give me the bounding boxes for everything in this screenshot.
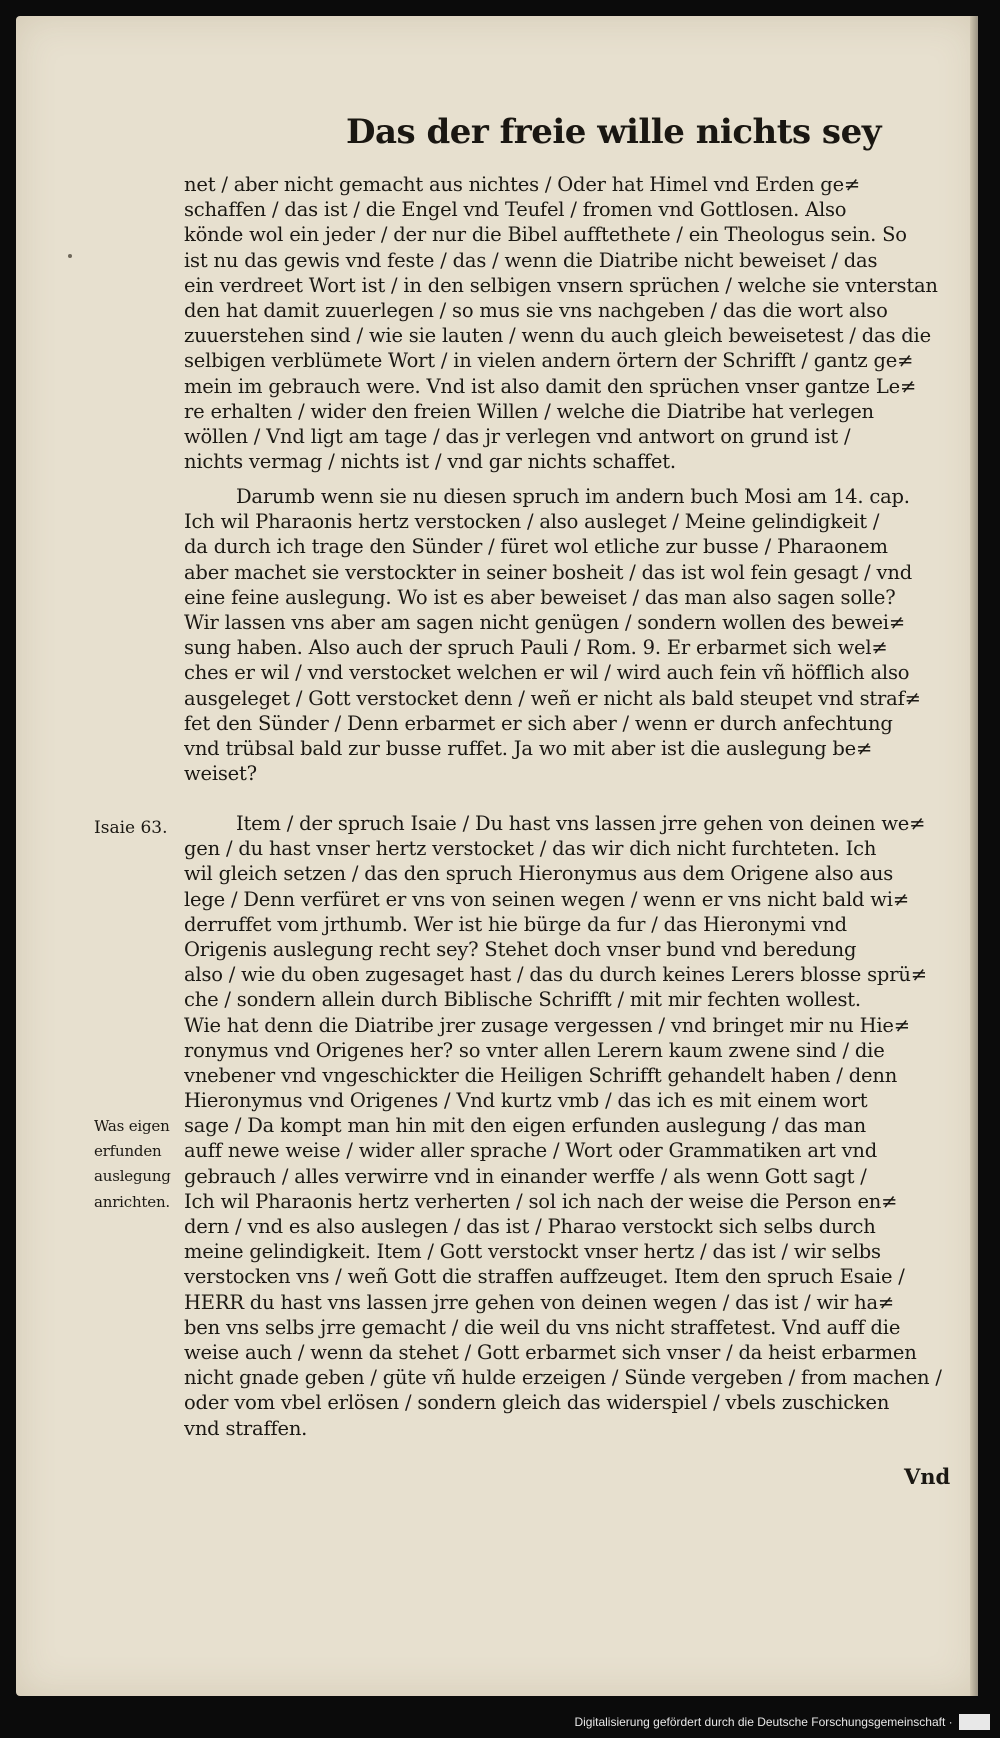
text-line: che / sondern allein durch Biblische Schrifft / mit mir fechten wollest. <box>184 988 861 1012</box>
text-line: net / aber nicht gemacht aus nichtes / Oder hat Himel vnd Erden ge≠ <box>184 173 861 196</box>
text-line: wil gleich setzen / das den spruch Hieronymus aus dem Origene also aus <box>184 862 894 886</box>
margin-reference: Isaie 63. <box>94 818 168 838</box>
text-line: wöllen / Vnd ligt am tage / das jr verlegen vnd antwort on grund ist / <box>184 424 851 448</box>
text-line: schaffen / das ist / die Engel vnd Teufel / fromen vnd Gottlosen. Also <box>184 198 847 222</box>
paragraph-1 <box>184 172 974 474</box>
text-line: vnd straffen. <box>184 1416 308 1440</box>
text-line: könde wol ein jeder / der nur die Bibel aufftethete / ein Theologus sein. So <box>184 223 907 247</box>
text-line: aber machet sie verstockter in seiner bosheit / das ist wol fein gesagt / vnd <box>184 560 912 584</box>
text-line: da durch ich trage den Sünder / füret wol etliche zur busse / Pharaonem <box>184 535 888 559</box>
text-line: ben vns selbs jrre gemacht / die weil du vns nicht straffetest. Vnd auff die <box>184 1315 901 1339</box>
text-line: ausgeleget / Gott verstocket denn / weñ er nicht als bald steupet vnd straf≠ <box>184 686 921 710</box>
text-line: HERR du hast vns lassen jrre gehen von deinen wegen / das ist / wir ha≠ <box>184 1290 895 1314</box>
text-line: sage / Da kompt man hin mit den eigen erfunden auslegung / das man <box>184 1114 866 1138</box>
text-line: Wie hat denn die Diatribe jrer zusage vergessen / vnd bringet mir nu Hie≠ <box>184 1013 910 1037</box>
text-line: auff newe weise / wider aller sprache / Wort oder Grammatiken art vnd <box>184 1139 878 1163</box>
running-head: Das der freie wille nichts sey <box>346 112 881 152</box>
digitization-footer <box>574 1714 990 1730</box>
text-line: also / wie du oben zugesaget hast / das du durch keines Lerers blosse sprü≠ <box>184 963 927 987</box>
footer-text: Digitalisierung gefördert durch die Deutsche Forschungsgemeinschaft · <box>574 1715 953 1729</box>
text-line: vnebener vnd vngeschickter die Heiligen Schrifft gehandelt haben / denn <box>184 1063 898 1087</box>
text-line: ist nu das gewis vnd feste / das / wenn die Diatribe nicht beweiset / das <box>184 248 878 272</box>
text-line: nichts vermag / nichts ist / vnd gar nichts schaffet. <box>184 450 676 474</box>
dfg-logo: DFG <box>959 1714 990 1730</box>
text-line: re erhalten / wider den freien Willen / welche die Diatribe hat verlegen <box>184 399 874 423</box>
book-page <box>16 16 978 1696</box>
margin-note <box>94 1114 171 1215</box>
text-line: derruffet vom jrthumb. Wer ist hie bürge da fur / das Hieronymi vnd <box>184 912 847 936</box>
catchword: Vnd <box>904 1464 951 1489</box>
margin-note-line: Was eigen <box>94 1117 170 1135</box>
text-line: Wir lassen vns aber am sagen nicht genügen / sondern wollen des bewei≠ <box>184 610 905 634</box>
text-line: dern / vnd es also auslegen / das ist / Pharao verstockt sich selbs durch <box>184 1215 876 1238</box>
text-line: weiset? <box>184 762 257 786</box>
text-line: zuuerstehen sind / wie sie lauten / wenn du auch gleich beweisetest / das die <box>184 324 931 348</box>
text-line: selbigen verblümete Wort / in vielen andern örtern der Schrifft / gantz ge≠ <box>184 349 914 373</box>
text-line: Item / der spruch Isaie / Du hast vns lassen jrre gehen von deinen we≠ <box>236 812 926 835</box>
margin-note-line: anrichten. <box>94 1192 170 1211</box>
text-line: eine feine auslegung. Wo ist es aber beweiset / das man also sagen solle? <box>184 585 896 609</box>
text-line: ronymus vnd Origenes her? so vnter allen Lerern kaum zwene sind / die <box>184 1038 885 1062</box>
paragraph-3 <box>184 811 974 1441</box>
text-line: Hieronymus vnd Origenes / Vnd kurtz vmb / das ich es mit einem wort <box>184 1089 868 1113</box>
text-line: Origenis auslegung recht sey? Stehet doch vnser bund vnd beredung <box>184 937 857 961</box>
text-line: ein verdreet Wort ist / in den selbigen vnsern sprüchen / welche sie vnterstan <box>184 273 938 297</box>
text-line: ches er wil / vnd verstocket welchen er wil / wird auch fein vñ höfflich also <box>184 661 910 685</box>
margin-note-line: auslegung <box>94 1167 171 1186</box>
text-line: mein im gebrauch were. Vnd ist also damit den sprüchen vnser gantze Le≠ <box>184 374 917 398</box>
text-line: Ich wil Pharaonis hertz verstocken / also ausleget / Meine gelindigkeit / <box>184 510 880 534</box>
text-line: Ich wil Pharaonis hertz verherten / sol ich nach der weise die Person en≠ <box>184 1189 898 1213</box>
text-line: verstocken vns / weñ Gott die straffen auffzeuget. Item den spruch Esaie / <box>184 1265 905 1289</box>
margin-note-line: erfunden <box>94 1142 162 1161</box>
text-line: nicht gnade geben / güte vñ hulde erzeigen / Sünde vergeben / from machen / <box>184 1366 942 1390</box>
text-line: den hat damit zuuerlegen / so mus sie vns nachgeben / das die wort also <box>184 298 888 322</box>
text-line: fet den Sünder / Denn erbarmet er sich aber / wenn er durch anfechtung <box>184 711 893 735</box>
text-line: meine gelindigkeit. Item / Gott verstockt vnser hertz / das ist / wir selbs <box>184 1240 881 1264</box>
ink-speck <box>68 254 72 258</box>
text-line: Darumb wenn sie nu diesen spruch im andern buch Mosi am 14. cap. <box>236 485 910 508</box>
text-line: gebrauch / alles verwirre vnd in einander werffe / als wenn Gott sagt / <box>184 1164 867 1188</box>
text-line: sung haben. Also auch der spruch Pauli / Rom. 9. Er erbarmet sich wel≠ <box>184 636 888 660</box>
text-line: lege / Denn verfüret er vns von seinen wegen / wenn er vns nicht bald wi≠ <box>184 887 909 911</box>
text-line: vnd trübsal bald zur busse ruffet. Ja wo mit aber ist die auslegung be≠ <box>184 736 873 760</box>
paragraph-2 <box>184 484 974 786</box>
text-line: oder vom vbel erlösen / sondern gleich das widerspiel / vbels zuschicken <box>184 1391 890 1415</box>
text-line: weise auch / wenn da stehet / Gott erbarmet sich vnser / da heist erbarmen <box>184 1340 917 1364</box>
text-line: gen / du hast vnser hertz verstocket / das wir dich nicht furchteten. Ich <box>184 837 877 861</box>
